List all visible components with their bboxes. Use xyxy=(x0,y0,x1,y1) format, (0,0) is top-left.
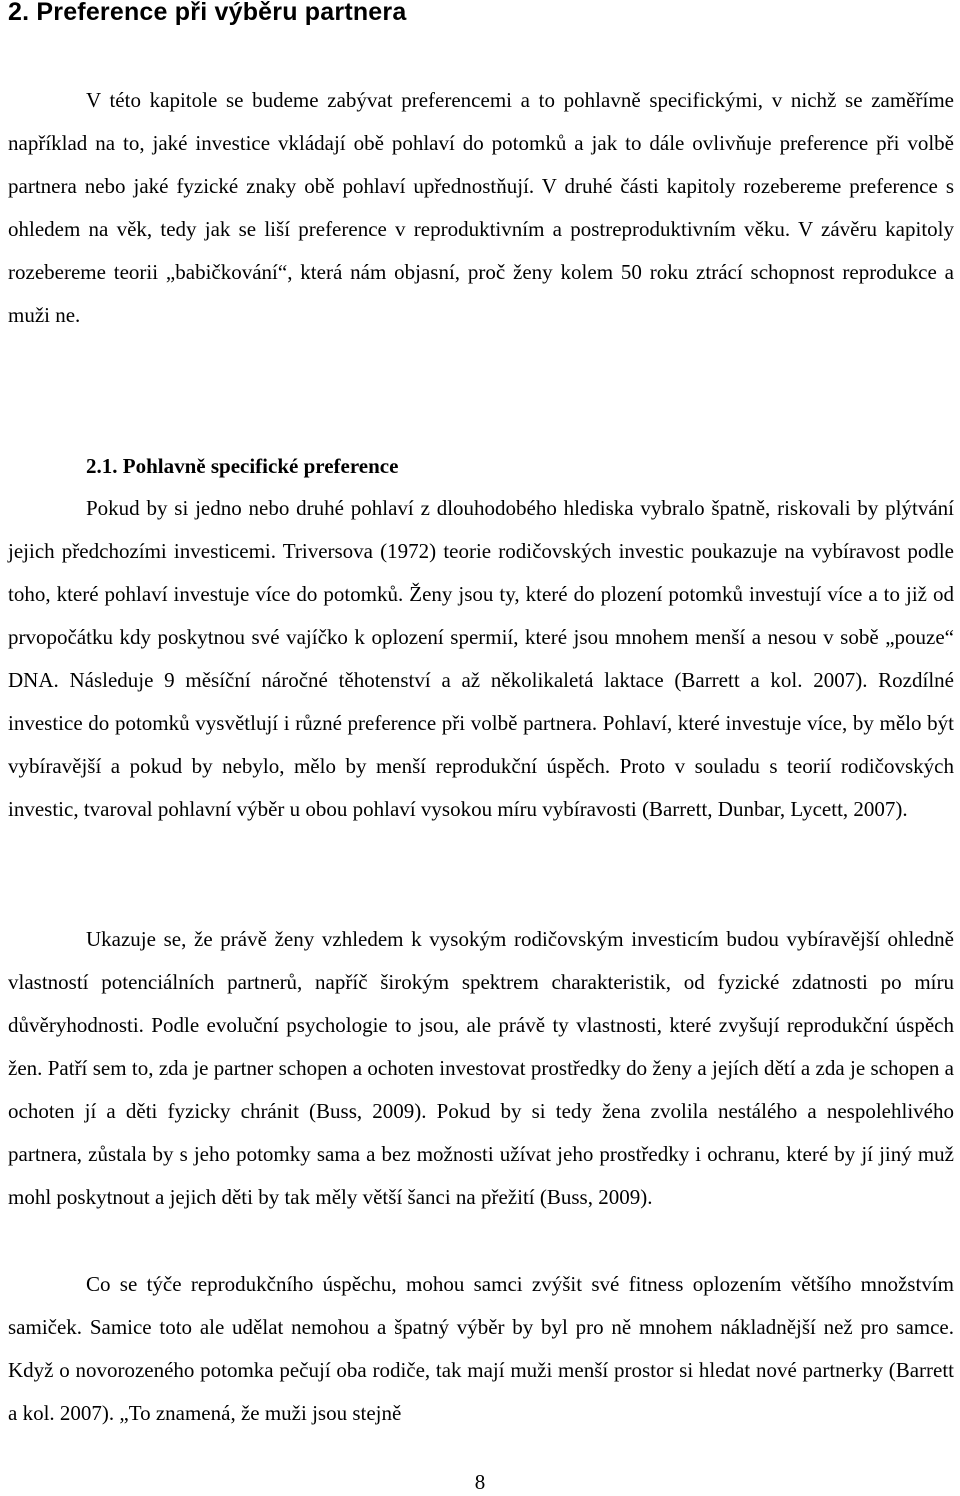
page-number: 8 xyxy=(474,1470,486,1494)
chapter-heading: 2. Preference při výběru partnera xyxy=(8,0,407,26)
section-heading: 2.1. Pohlavně specifické preference xyxy=(86,454,399,478)
paragraph-reproductive-success: Co se týče reprodukčního úspěchu, mohou samci zvýšit své fitness oplozením většího množstvím samiček. Samice toto ale udělat nemohou a špatný výběr by byl pro ně mnohem nákladnější než pro samce. Když o novorozeného potomka pečují oba rodiče, tak mají muži menší prostor si hledat nové partnerky (Barrett a kol. 2007). „To znamená, že muži jsou stejně xyxy=(8,1272,954,1425)
paragraph-intro: V této kapitole se budeme zabývat preferencemi a to pohlavně specifickými, v nichž se zaměříme například na to, jaké investice vkládají obě pohlaví do potomků a jak to dále ovlivňuje preference při volbě partnera nebo jaké fyzické znaky obě pohlaví upřednostňují. V druhé části kapitoly rozebereme preference s ohledem na věk, tedy jak se liší preference v reproduktivním a postreproduktivním věku. V závěru kapitoly rozebereme teorii „babičkování“, která nám objasní, proč ženy kolem 50 roku ztrácí schopnost reprodukce a muži ne. xyxy=(8,88,954,327)
paragraph-women-choice: Ukazuje se, že právě ženy vzhledem k vysokým rodičovským investicím budou vybíravější ohledně vlastností potenciálních partnerů, napříč širokým spektrem charakteristik, od fyzické zdatnosti po míru důvěryhodnosti. Podle evoluční psychologie to jsou, ale právě ty vlastnosti, které zvyšují reprodukční úspěch žen. Patří sem to, zda je partner schopen a ochoten investovat prostředky do ženy a jejích dětí a zda je schopen a ochoten jí a děti fyzicky chránit (Buss, 2009). Pokud by si tedy žena zvolila nestálého a nespolehlivého partnera, zůstala by s jeho potomky sama a bez možnosti užívat jeho prostředky i ochranu, které by jí jiný muž mohl poskytnout a jejich děti by tak měly větší šanci na přežití (Buss, 2009). xyxy=(8,927,954,1209)
paragraph-investments: Pokud by si jedno nebo druhé pohlaví z dlouhodobého hlediska vybralo špatně, riskovali by plýtvání jejich předchozími investicemi. Triversova (1972) teorie rodičovských investic poukazuje na vybíravost podle toho, které pohlaví investuje více do potomků. Ženy jsou ty, které do plození potomků investují více a to již od prvopočátku kdy poskytnou své vajíčko k oplození spermií, které jsou mnohem menší a nesou v sobě „pouze“ DNA. Následuje 9 měsíční náročné těhotenství a až několikaletá laktace (Barrett a kol. 2007). Rozdílné investice do potomků vysvětlují i různé preference při volbě partnera. Pohlaví, které investuje více, by mělo být vybíravější a pokud by nebylo, mělo by menší reprodukční úspěch. Proto v souladu s teorií rodičovských investic, tvaroval pohlavní výběr u obou pohlaví vysokou míru vybíravosti (Barrett, Dunbar, Lycett, 2007). xyxy=(8,496,954,821)
